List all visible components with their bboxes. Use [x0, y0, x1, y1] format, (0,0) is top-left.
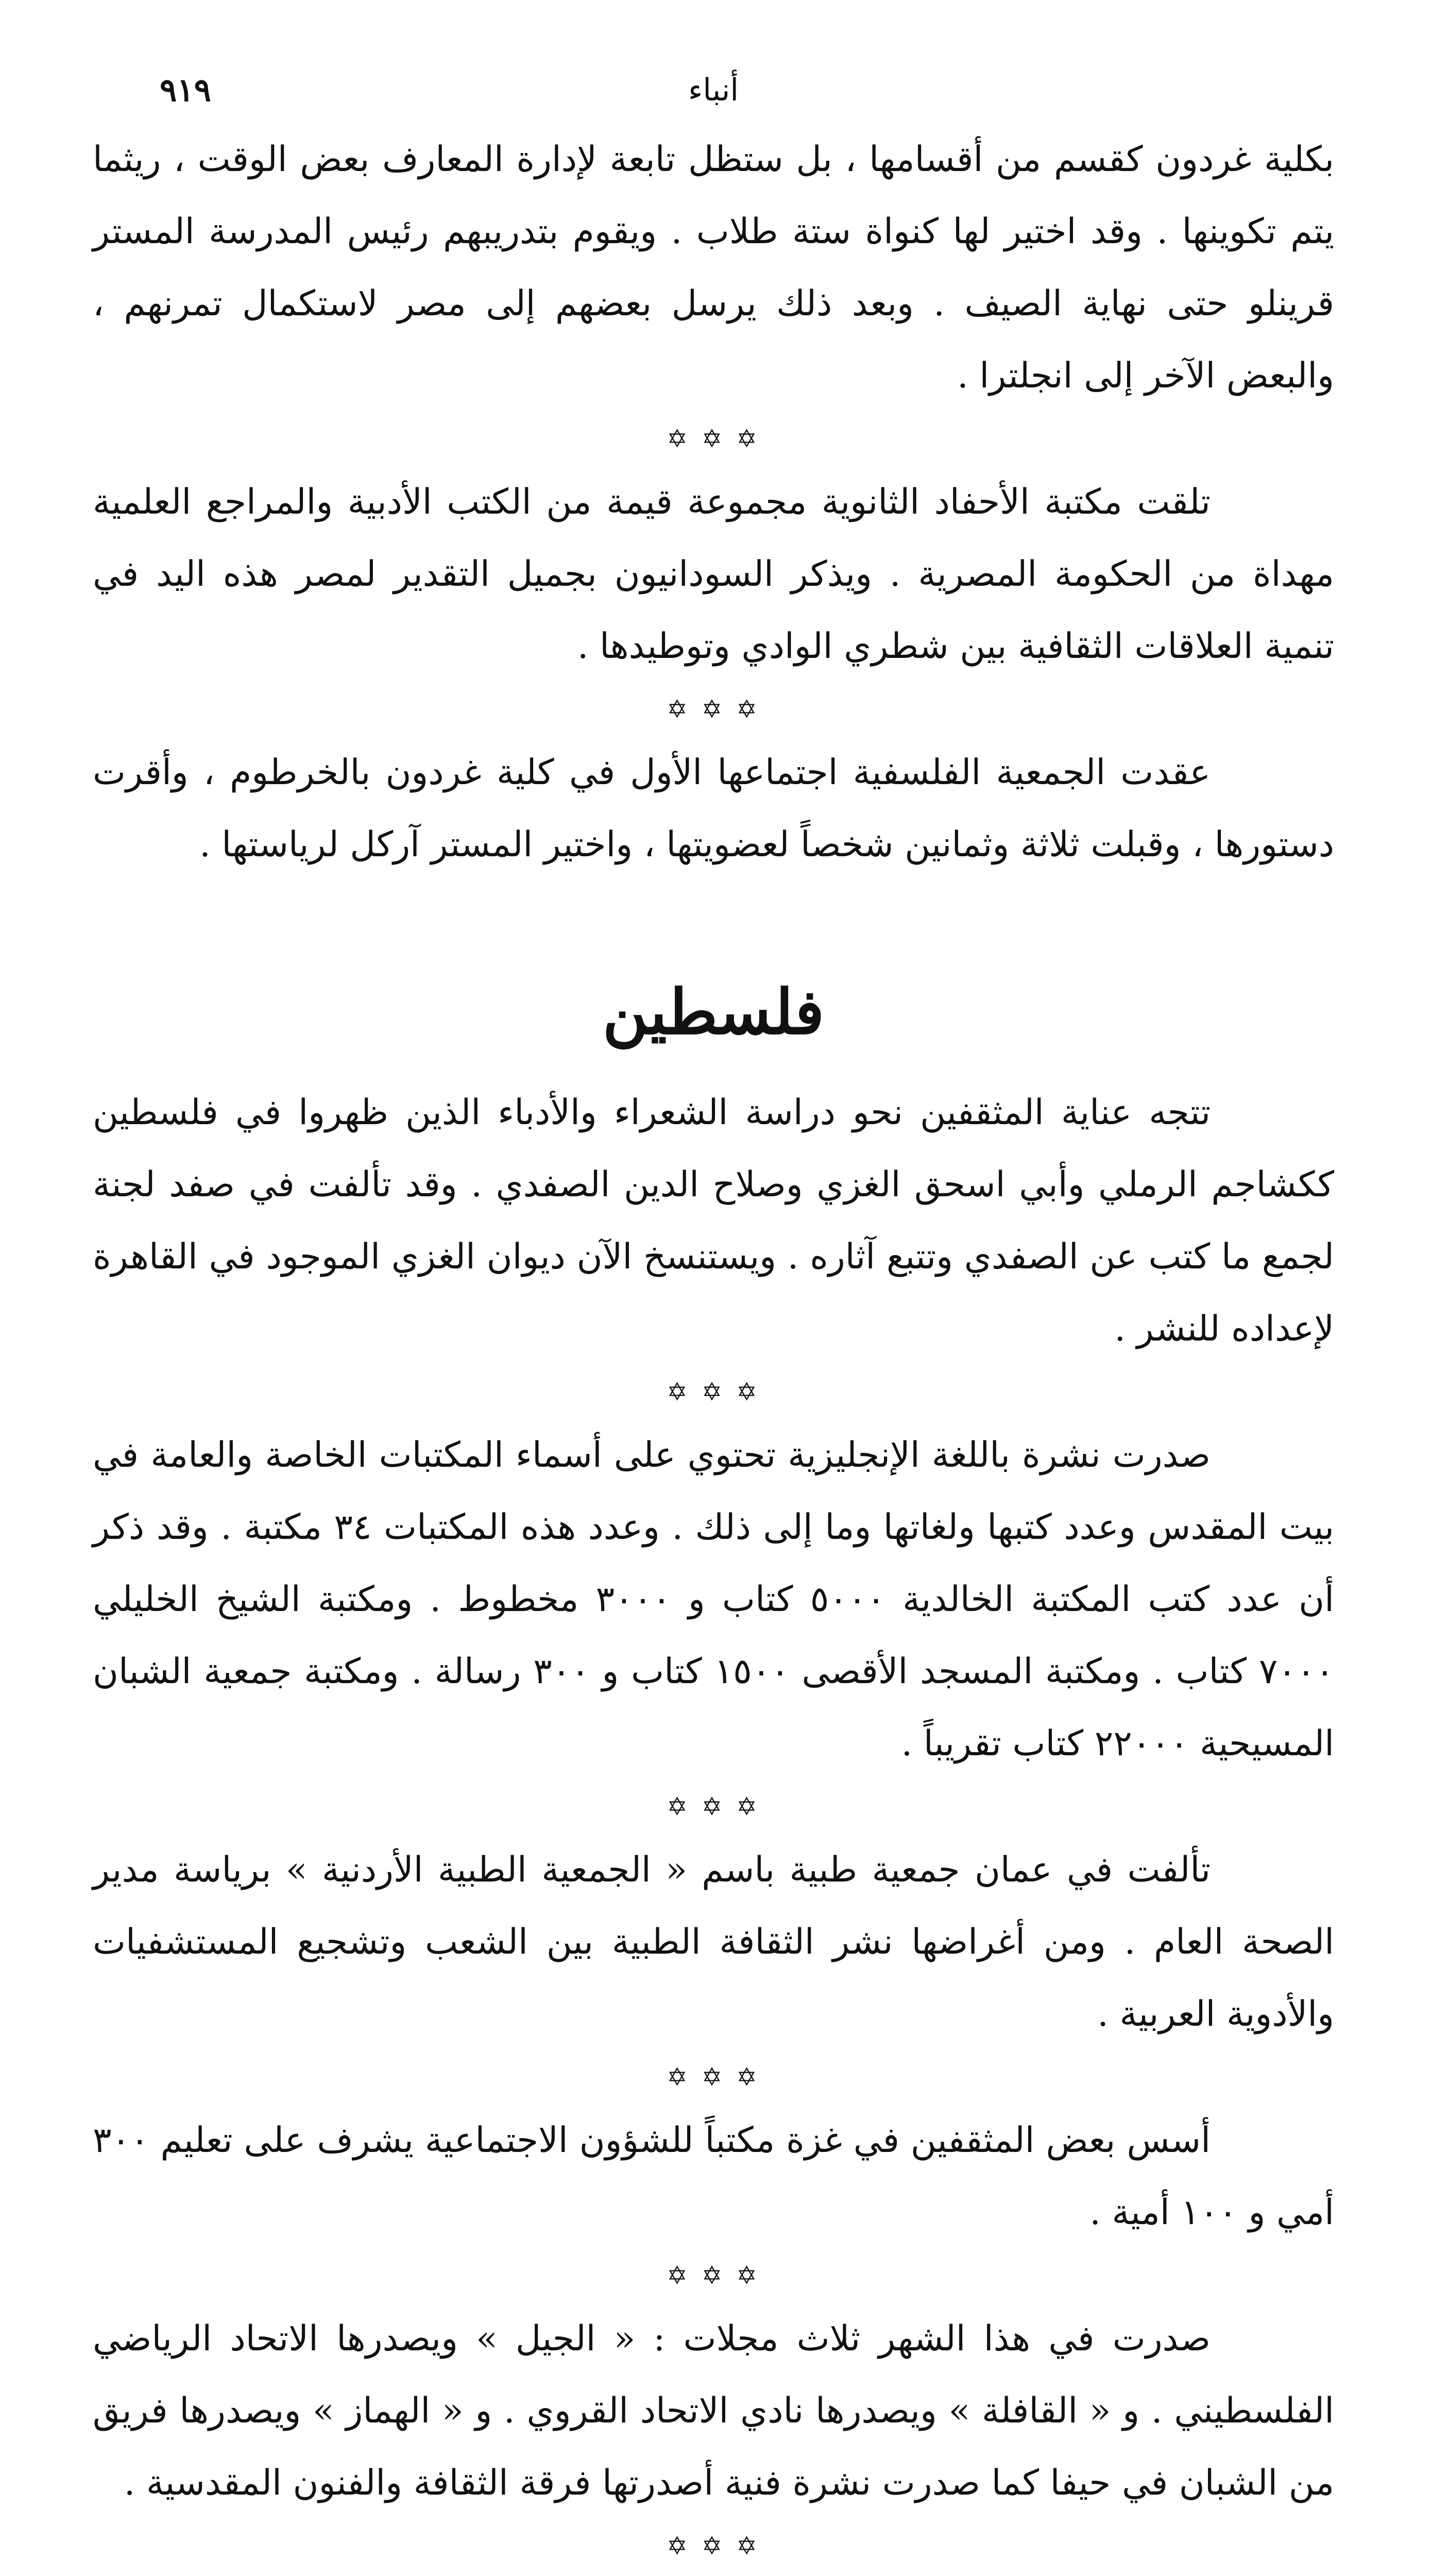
palestine-item-3: تألفت في عمان جمعية طبية باسم « الجمعية الطبية الأردنية » برياسة مدير الصحة العام . ومن أغراضها نشر الثقافة الطبية بين الشعب وتشجيع المستشفيات والأدوية العربية . — [93, 1850, 1334, 2035]
running-head — [93, 67, 1334, 124]
section-title: فلسطين — [602, 976, 825, 1048]
palestine-item-4: أسس بعض المثقفين في غزة مكتباً للشؤون الاجتماعية يشرف على تعليم ٣٠٠ أمي و ١٠٠ أمية . — [93, 2120, 1334, 2233]
star-separator: ✡ ✡ ✡ — [667, 2063, 760, 2092]
palestine-item-1: تتجه عناية المثقفين نحو دراسة الشعراء والأدباء الذين ظهروا في فلسطين ككشاجم الرملي وأبي اسحق الغزي وصلاح الدين الصفدي . وقد تألفت في صفد لجنة لجمع ما كتب عن الصفدي وتتبع آثاره . ويستنسخ الآن ديوان الغزي الموجود في القاهرة لإعداده للنشر . — [93, 1092, 1334, 1349]
star-separator: ✡ ✡ ✡ — [667, 695, 760, 724]
page — [93, 67, 1334, 2576]
section-gap — [93, 1066, 1334, 1077]
page-number: ٩١٩ — [160, 71, 211, 109]
star-separator: ✡ ✡ ✡ — [667, 1378, 760, 1406]
running-title: أنباء — [688, 72, 739, 108]
star-separator: ✡ ✡ ✡ — [667, 1792, 760, 1821]
section-gap — [93, 881, 1334, 958]
palestine-item-2: صدرت نشرة باللغة الإنجليزية تحتوي على أسماء المكتبات الخاصة والعامة في بيت المقدس وعدد كتبها ولغاتها وما إلى ذلك . وعدد هذه المكتبات ٣٤ مكتبة . وقد ذكر أن عدد كتب المكتبة الخالدية ٥٠٠٠ كتاب و ٣٠٠٠ مخطوط . ومكتبة الشيخ الخليلي ٧٠٠٠ كتاب . ومكتبة المسجد الأقصى ١٥٠٠ كتاب و ٣٠٠ رسالة . ومكتبة جمعية الشبان المسيحية ٢٢٠٠٠ كتاب تقريباً . — [93, 1435, 1335, 1764]
sudan-item-2: تلقت مكتبة الأحفاد الثانوية مجموعة قيمة من الكتب الأدبية والمراجع العلمية مهداة من الحكومة المصرية . ويذكر السودانيون بجميل التقدير لمصر هذه اليد في تنمية العلاقات الثقافية بين شطري الوادي وتوطيدها . — [93, 482, 1334, 667]
star-separator: ✡ ✡ ✡ — [667, 425, 760, 453]
star-separator: ✡ ✡ ✡ — [667, 2261, 760, 2290]
palestine-item-6 — [93, 2573, 1334, 2576]
sudan-item-1: بكلية غردون كقسم من أقسامها ، بل ستظل تابعة لإدارة المعارف بعض الوقت ، ريثما يتم تكوينها . وقد اختير لها كنواة ستة طلاب . ويقوم بتدريبهم رئيس المدرسة المستر قرينلو حتى نهاية الصيف . وبعد ذلك يرسل بعضهم إلى مصر لاستكمال تمرنهم ، والبعض الآخر إلى انجلترا . — [93, 139, 1334, 396]
palestine-item-5: صدرت في هذا الشهر ثلاث مجلات : « الجيل » ويصدرها الاتحاد الرياضي الفلسطيني . و « القافلة » ويصدرها نادي الاتحاد القروي . و « الهماز » ويصدرها فريق من الشبان في حيفا كما صدرت نشرة فنية أصدرتها فرقة الثقافة والفنون المقدسية . — [93, 2318, 1334, 2503]
star-separator: ✡ ✡ ✡ — [667, 2532, 760, 2561]
sudan-item-3: عقدت الجمعية الفلسفية اجتماعها الأول في كلية غردون بالخرطوم ، وأقرت دستورها ، وقبلت ثلاثة وثمانين شخصاً لعضويتها ، واختير المستر آركل لرياستها . — [93, 752, 1334, 865]
